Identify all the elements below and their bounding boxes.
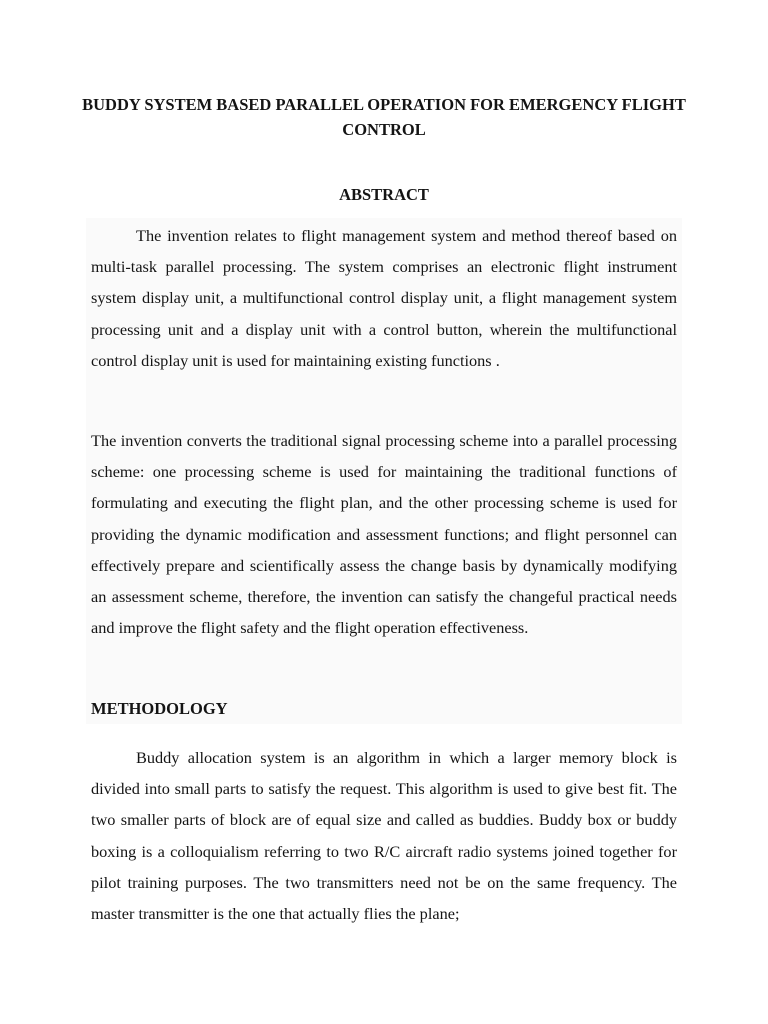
methodology-paragraph: Buddy allocation system is an algorithm in which a larger memory block is divided into small parts to satisfy the request. This algorithm is used to give best fit. The two smaller parts of block are of equal size and called as buddies. Buddy box or buddy boxing is a colloquialism referring to two R/C aircraft radio systems joined together for pilot training purposes. The two transmitters need not be on the same frequency. The master transmitter is the one that actually flies the plane; — [91, 748, 677, 924]
abstract-paragraph-2: The invention converts the traditional signal processing scheme into a parallel processing scheme: one processing scheme is used for maintaining the traditional functions of formulating and executing the flight plan, and the other processing scheme is used for providing the dynamic modification and assessment functions; and flight personnel can effectively prepare and scientifically assess the change basis by dynamically modifying an assessment scheme, therefore, the invention can satisfy the changeful practical needs and improve the flight safety and the flight operation effectiveness. — [91, 431, 677, 638]
methodology-heading: METHODOLOGY — [91, 699, 228, 718]
document-title: BUDDY SYSTEM BASED PARALLEL OPERATION FOR EMERGENCY FLIGHT CONTROL — [82, 95, 686, 139]
abstract-heading: ABSTRACT — [339, 185, 429, 204]
abstract-paragraph-1: The invention relates to flight management system and method thereof based on multi-task parallel processing. The system comprises an electronic flight instrument system display unit, a multifunctional control display unit, a flight management system processing unit and a display unit with a control button, wherein the multifunctional control display unit is used for maintaining existing functions . — [91, 226, 677, 370]
